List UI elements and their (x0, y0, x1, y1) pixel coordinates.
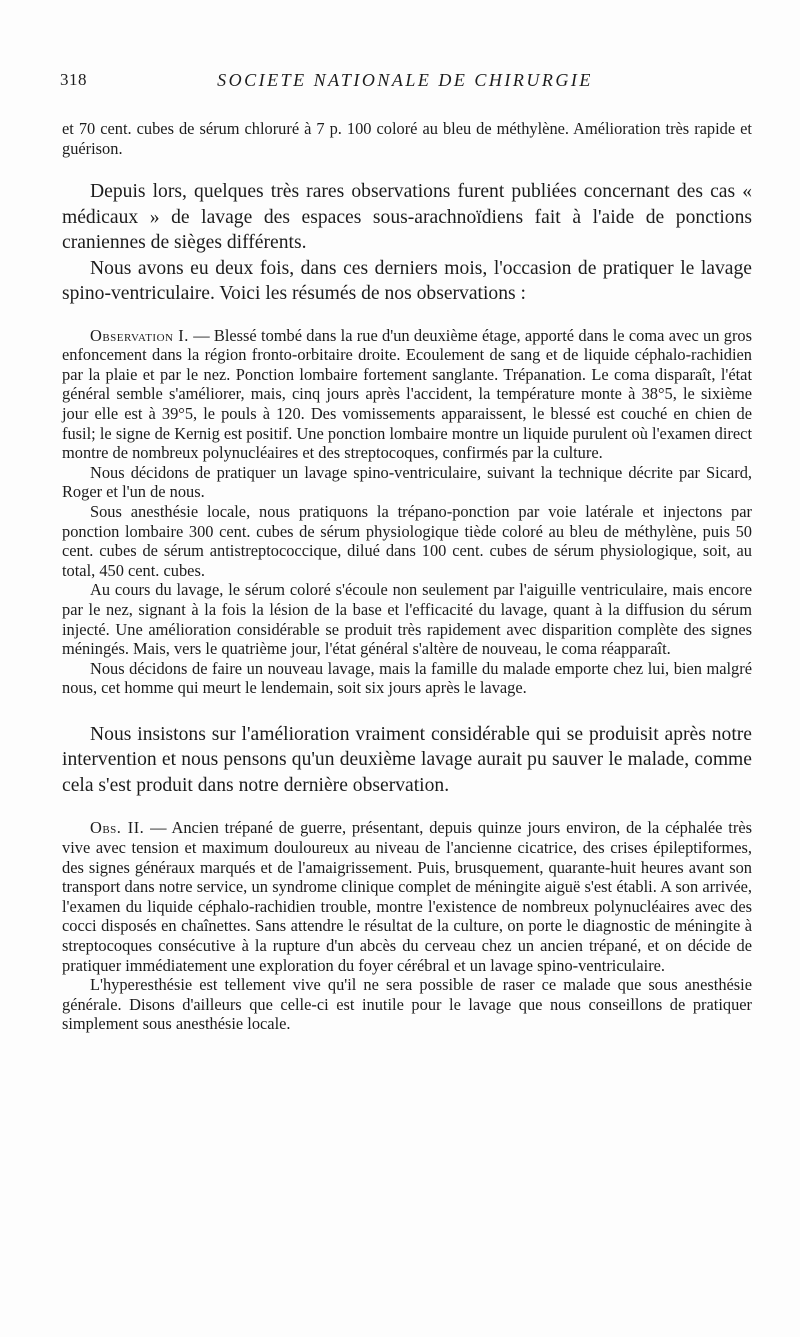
observation-1-text: — Blessé tombé dans la rue d'un deuxième étage, apporté dans le coma avec un gros enfoncement dans la région fronto-orbitaire droite. Ecoulement de sang et de liquide céphalo-rachidien par la plaie et par le nez. Ponction lombaire fortement sanglante. Trépanation. Le coma disparaît, l'état général semble s'améliorer, mais, cinq jours après l'accident, la température monte à 38°5, le sixième jour elle est à 39°5, le pouls à 120. Des vomissements apparaissent, le blessé est couché en chien de fusil; le signe de Kernig est positif. Une ponction lombaire montre un liquide purulent où l'examen direct montre de nombreux polynucléaires et des streptocoques, confirmés par la culture. (62, 325, 752, 463)
page-number: 318 (60, 70, 87, 89)
paragraph-anesthesie: Sous anesthésie locale, nous pratiquons la trépano-ponction par voie latérale et injectons par ponction lombaire 300 cent. cubes de sérum physiologique tiède coloré au bleu de méthylène, puis 50 cent. cubes de sérum antistreptococcique, dilué dans 100 cent. cubes de sérum physiologique, soit, au total, 450 cent. cubes. (62, 502, 752, 580)
discussion-block (62, 722, 752, 799)
observation-2-block (62, 818, 752, 1034)
paragraph-case-conclusion: et 70 cent. cubes de sérum chloruré à 7 p. 100 coloré au bleu de méthylène. Amélioration très rapide et guérison. (62, 119, 752, 158)
running-head: SOCIETE NATIONALE DE CHIRURGIE (217, 70, 593, 90)
paragraph-depuis-lors: Depuis lors, quelques très rares observations furent publiées concernant des cas « médicaux » de lavage des espaces sous-arachnoïdiens fait à l'aide de ponctions craniennes de sièges différents. (62, 181, 752, 254)
paragraph-observation-1 (62, 326, 752, 463)
observation-1-label: Observation I. (90, 325, 189, 345)
observation-2-text: — Ancien trépané de guerre, présentant, depuis quinze jours environ, de la céphalée très vive avec tension et maximum douloureux au niveau de l'ancienne cicatrice, des crises épileptiformes, des signes généraux marqués et de l'amaigrissement. Puis, brusquement, quarante-huit heures avant son transport dans notre service, un syndrome clinique complet de méningite aiguë s'est établi. A son arrivée, l'examen du liquide céphalo-rachidien trouble, montre l'existence de nombreux polynucléaires avec des cocci disposés en chaînettes. Sans attendre le résultat de la culture, on porte le diagnostic de méningite à streptocoques consécutive à la rupture d'un abcès du cerveau chez un ancien trépané, et on décide de pratiquer immédiatement une exploration du foyer cérébral et un lavage spino-ventriculaire. (62, 818, 752, 975)
paragraph-nous-insistons: Nous insistons sur l'amélioration vraiment considérable qui se produisit après notre intervention et nous pensons qu'un deuxième lavage aurait pu sauver le malade, comme cela s'est produit dans notre dernière observation. (62, 723, 752, 796)
observation-2-label: Obs. II. (90, 818, 145, 838)
paragraph-nouveau-lavage: Nous décidons de faire un nouveau lavage, mais la famille du malade emporte chez lui, bien malgré nous, cet homme qui meurt le lendemain, soit six jours après le lavage. (62, 658, 752, 698)
page-header (60, 70, 750, 96)
article-body (62, 119, 752, 1034)
case-conclusion-block (62, 119, 752, 158)
paragraph-observation-2 (62, 818, 752, 975)
paragraph-nous-avons: Nous avons eu deux fois, dans ces derniers mois, l'occasion de pratiquer le lavage spino-ventriculaire. Voici les résumés de nos observations : (62, 257, 752, 305)
paragraph-technique: Nous décidons de pratiquer un lavage spino-ventriculaire, suivant la technique décrite par Sicard, Roger et l'un de nous. (62, 462, 752, 502)
paragraph-hyperesthesie: L'hyperesthésie est tellement vive qu'il ne sera possible de raser ce malade que sous anesthésie générale. Disons d'ailleurs que celle-ci est inutile pour le lavage que nous conseillons de pratiquer simplement sous anesthésie locale. (62, 975, 752, 1034)
paragraph-lavage: Au cours du lavage, le sérum coloré s'écoule non seulement par l'aiguille ventriculaire, mais encore par le nez, signant à la fois la lésion de la base et l'efficacité du lavage, quant à la diffusion du sérum injecté. Une amélioration considérable se produit très rapidement avec disparition complète des signes méningés. Mais, vers le quatrième jour, l'état général s'altère de nouveau, le coma réapparaît. (62, 580, 752, 659)
observation-1-block (62, 326, 752, 698)
introduction-block (62, 179, 752, 307)
